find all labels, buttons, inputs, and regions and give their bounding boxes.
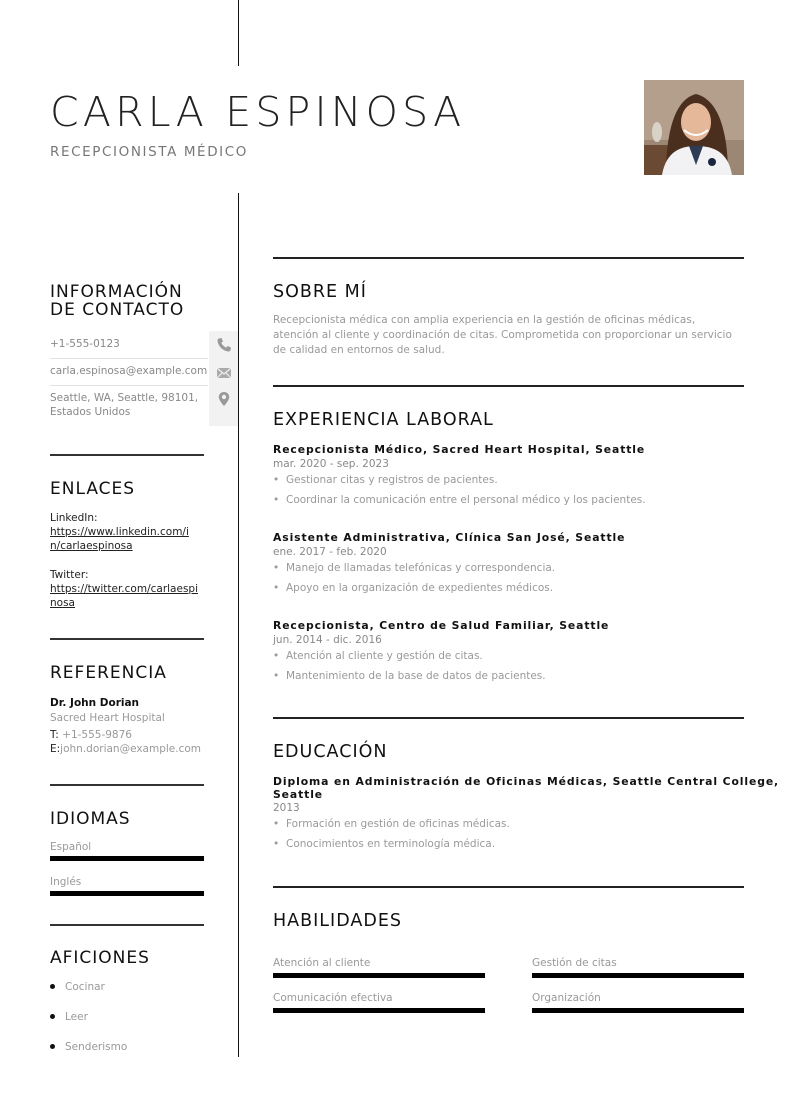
envelope-icon bbox=[216, 365, 232, 381]
job-bullet bbox=[273, 582, 743, 594]
linkedin-url-line1[interactable]: https://www.linkedin.com/i bbox=[50, 526, 189, 538]
language-spanish: Español bbox=[50, 841, 92, 853]
section-divider bbox=[50, 454, 204, 456]
link-twitter bbox=[50, 568, 204, 610]
job-bullet-text: Atención al cliente y gestión de citas. bbox=[286, 650, 483, 662]
about-text: Recepcionista médica con amplia experiencia en la gestión de oficinas médicas, atención al cliente y coordinación de citas. Comprometida con proporcionar un servicio de calidad en entornos de salud. bbox=[273, 314, 732, 356]
reference-name: Dr. John Dorian bbox=[50, 697, 140, 709]
job-title: Recepcionista, Centro de Salud Familiar, Seattle bbox=[273, 619, 610, 632]
job-bullet bbox=[273, 650, 743, 662]
skill-bar-track bbox=[532, 1008, 744, 1013]
hobby-item bbox=[50, 1041, 127, 1053]
bullet-icon: • bbox=[273, 582, 280, 594]
job-bullet-text: Apoyo en la organización de expedientes médicos. bbox=[286, 582, 554, 594]
reference-email-label: E: bbox=[50, 743, 61, 755]
skill-label: Comunicación efectiva bbox=[273, 992, 393, 1004]
contact-heading bbox=[50, 283, 184, 319]
education-year: 2013 bbox=[273, 802, 300, 814]
language-spanish-bar bbox=[50, 856, 204, 861]
reference-email-value[interactable]: john.dorian@example.com bbox=[60, 743, 202, 755]
bullet-icon: • bbox=[273, 494, 280, 506]
linkedin-url[interactable] bbox=[50, 525, 204, 553]
education-title-line2: Seattle bbox=[273, 788, 324, 801]
skill-label: Atención al cliente bbox=[273, 957, 371, 969]
education-title-line1: Diploma en Administración de Oficinas Médicas, Seattle Central College, bbox=[273, 775, 780, 788]
phone-icon bbox=[216, 337, 232, 353]
contact-heading-line2: DE CONTACTO bbox=[50, 300, 185, 320]
skill-bar-track bbox=[532, 973, 744, 978]
contact-divider bbox=[50, 358, 208, 359]
hobby-label: Leer bbox=[65, 1011, 88, 1023]
bullet-dot-icon bbox=[50, 984, 55, 989]
bullet-icon: • bbox=[273, 838, 280, 850]
bullet-icon: • bbox=[273, 670, 280, 682]
job-bullet-text: Coordinar la comunicación entre el personal médico y los pacientes. bbox=[286, 494, 646, 506]
reference-phone-value: +1-555-9876 bbox=[62, 729, 132, 741]
job-title: Asistente Administrativa, Clínica San José, Seattle bbox=[273, 531, 626, 544]
skill-label: Gestión de citas bbox=[532, 957, 617, 969]
job-bullet bbox=[273, 494, 743, 506]
vertical-divider bbox=[238, 193, 239, 1057]
reference-heading: REFERENCIA bbox=[50, 663, 167, 683]
section-divider bbox=[50, 924, 204, 926]
links-heading: ENLACES bbox=[50, 479, 136, 499]
bullet-icon: • bbox=[273, 818, 280, 830]
linkedin-url-line2[interactable]: n/carlaespinosa bbox=[50, 540, 133, 552]
section-divider bbox=[50, 638, 204, 640]
contact-address-line1: Seattle, WA, Seattle, 98101, bbox=[50, 392, 199, 404]
bullet-dot-icon bbox=[50, 1044, 55, 1049]
reference-block bbox=[50, 696, 201, 756]
candidate-title: RECEPCIONISTA MÉDICO bbox=[50, 144, 249, 160]
skill-bar-track bbox=[273, 973, 485, 978]
link-linkedin bbox=[50, 511, 204, 553]
hobby-label: Cocinar bbox=[65, 981, 105, 993]
vertical-divider-top bbox=[238, 0, 239, 66]
language-spanish-bar-track bbox=[50, 856, 204, 861]
section-divider bbox=[273, 385, 744, 387]
linkedin-label: LinkedIn: bbox=[50, 512, 98, 524]
candidate-name: CARLA ESPINOSA bbox=[50, 88, 466, 136]
about-heading: SOBRE MÍ bbox=[273, 282, 367, 302]
education-bullet-text: Conocimientos en terminología médica. bbox=[286, 838, 496, 850]
job-dates: jun. 2014 - dic. 2016 bbox=[273, 634, 382, 646]
job-bullet-text: Mantenimiento de la base de datos de pacientes. bbox=[286, 670, 546, 682]
hobby-label: Senderismo bbox=[65, 1041, 128, 1053]
section-divider bbox=[273, 257, 744, 259]
hobby-item bbox=[50, 981, 105, 993]
job-bullet-text: Manejo de llamadas telefónicas y correspondencia. bbox=[286, 562, 556, 574]
section-divider bbox=[273, 717, 744, 719]
contact-divider bbox=[50, 385, 208, 386]
skill-bar bbox=[532, 1008, 744, 1013]
reference-email bbox=[50, 742, 201, 756]
skill-bar-track bbox=[273, 1008, 485, 1013]
experience-heading: EXPERIENCIA LABORAL bbox=[273, 410, 494, 430]
job-entry bbox=[273, 619, 743, 682]
contact-phone-text: +1-555-0123 bbox=[50, 338, 120, 350]
skill-bar bbox=[273, 973, 485, 978]
portrait-photo-icon bbox=[644, 80, 744, 175]
skill-bar bbox=[273, 1008, 485, 1013]
twitter-url-line2[interactable]: nosa bbox=[50, 597, 75, 609]
language-english: Inglés bbox=[50, 876, 82, 888]
reference-phone bbox=[50, 728, 201, 742]
education-heading: EDUCACIÓN bbox=[273, 742, 388, 762]
contact-email-text[interactable]: carla.espinosa@example.com bbox=[50, 365, 208, 377]
reference-phone-label: T: bbox=[50, 729, 59, 741]
job-entry bbox=[273, 531, 743, 594]
education-bullet bbox=[273, 838, 743, 850]
hobbies-heading: AFICIONES bbox=[50, 948, 150, 968]
job-bullet-text: Gestionar citas y registros de pacientes. bbox=[286, 474, 498, 486]
job-entry bbox=[273, 443, 743, 506]
bullet-icon: • bbox=[273, 650, 280, 662]
education-bullet-text: Formación en gestión de oficinas médicas. bbox=[286, 818, 510, 830]
job-bullet bbox=[273, 670, 743, 682]
job-dates: mar. 2020 - sep. 2023 bbox=[273, 458, 389, 470]
skill-label: Organización bbox=[532, 992, 601, 1004]
bullet-icon: • bbox=[273, 562, 280, 574]
job-bullet bbox=[273, 562, 743, 574]
profile-photo bbox=[644, 80, 744, 175]
reference-org: Sacred Heart Hospital bbox=[50, 712, 165, 724]
education-entry bbox=[273, 775, 780, 850]
education-bullet bbox=[273, 818, 743, 830]
twitter-url[interactable] bbox=[50, 582, 204, 610]
map-pin-icon bbox=[216, 391, 232, 407]
job-title: Recepcionista Médico, Sacred Heart Hospital, Seattle bbox=[273, 443, 646, 456]
section-divider bbox=[273, 886, 744, 888]
twitter-url-line1[interactable]: https://twitter.com/carlaespi bbox=[50, 583, 198, 595]
contact-address-line2: Estados Unidos bbox=[50, 406, 131, 418]
skills-heading: HABILIDADES bbox=[273, 911, 402, 931]
hobby-item bbox=[50, 1011, 88, 1023]
twitter-label: Twitter: bbox=[50, 569, 89, 581]
languages-heading: IDIOMAS bbox=[50, 809, 131, 829]
language-english-bar bbox=[50, 891, 204, 896]
job-dates: ene. 2017 - feb. 2020 bbox=[273, 546, 387, 558]
bullet-dot-icon bbox=[50, 1014, 55, 1019]
bullet-icon: • bbox=[273, 474, 280, 486]
section-divider bbox=[50, 784, 204, 786]
contact-heading-line1: INFORMACIÓN bbox=[50, 282, 183, 302]
language-english-bar-track bbox=[50, 891, 204, 896]
skill-bar bbox=[532, 973, 744, 978]
job-bullet bbox=[273, 474, 743, 486]
